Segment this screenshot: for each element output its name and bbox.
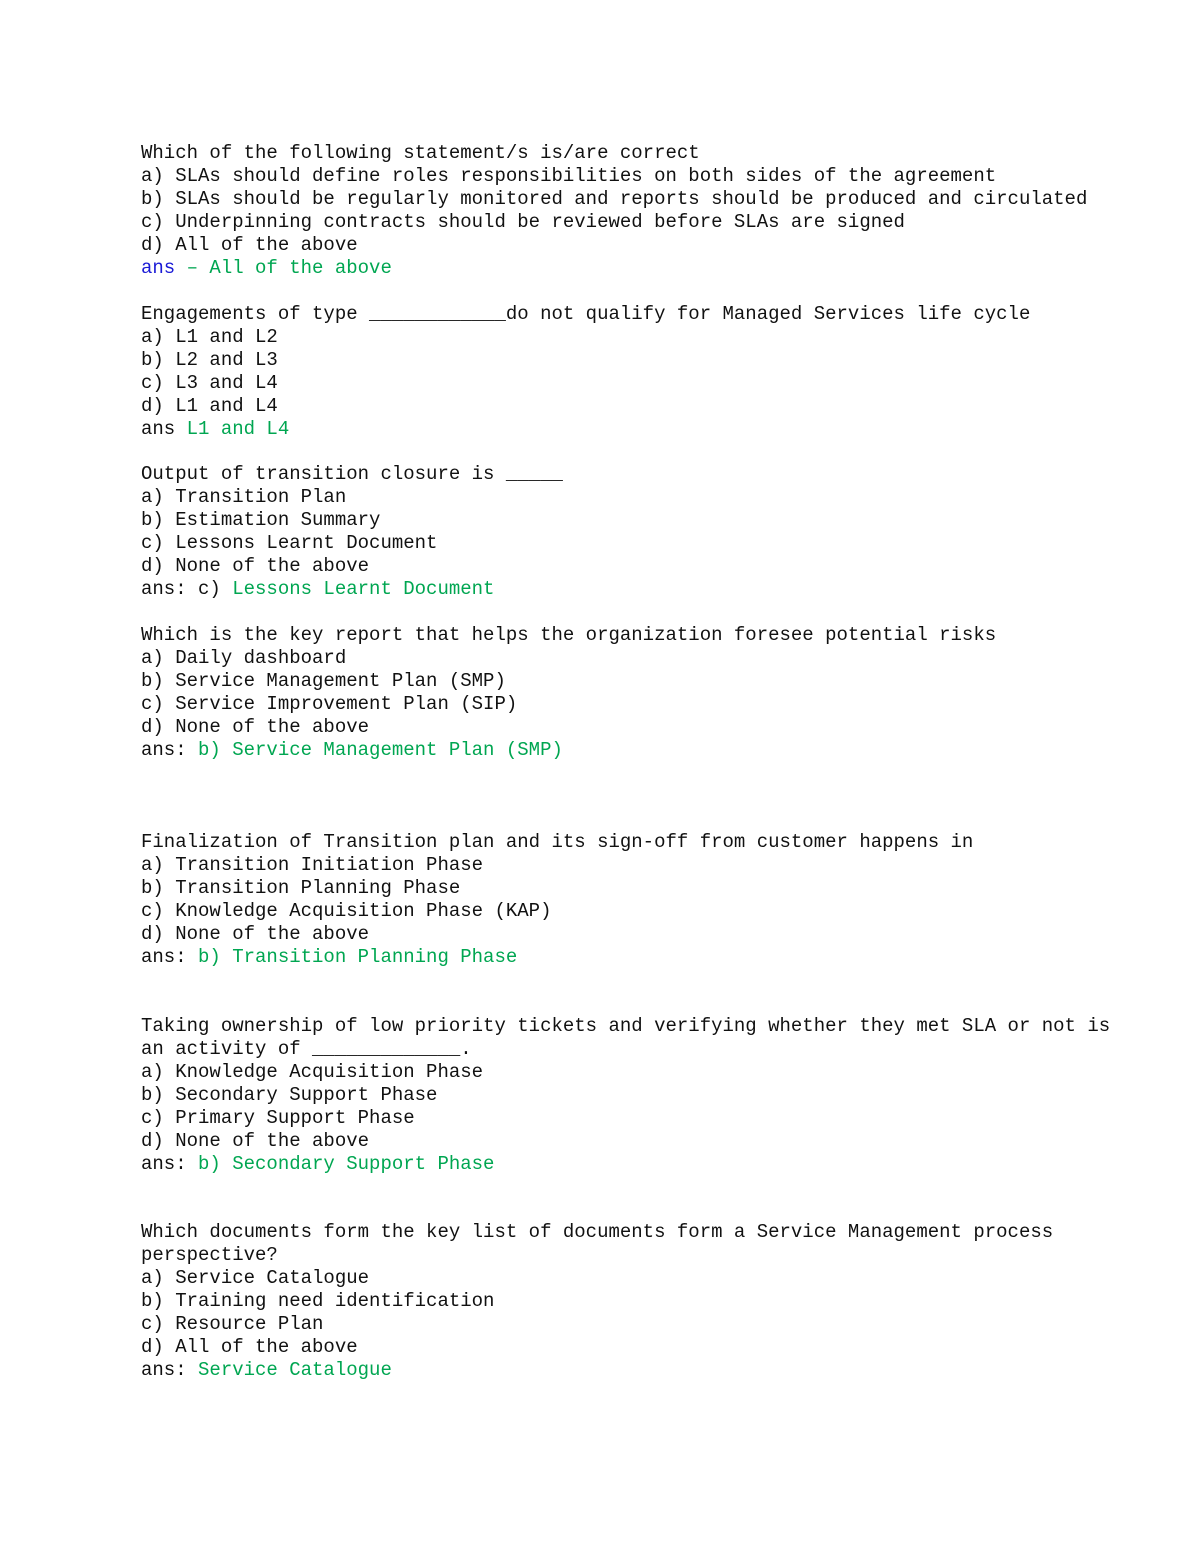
option-c: c) Resource Plan <box>141 1313 324 1335</box>
answer-label: ans <box>141 257 176 279</box>
answer-label: ans: <box>141 1153 199 1175</box>
answer-text: Service Catalogue <box>198 1359 392 1381</box>
option-c: c) L3 and L4 <box>141 372 278 394</box>
option-a: a) L1 and L2 <box>141 326 278 348</box>
answer-text: L1 and L4 <box>186 418 290 440</box>
option-a: a) Service Catalogue <box>141 1267 370 1289</box>
option-c: c) Primary Support Phase <box>141 1107 415 1129</box>
question-text-line-1: Taking ownership of low priority tickets and verifying whether they met SLA or not is <box>141 1015 1111 1037</box>
option-c: c) Knowledge Acquisition Phase (KAP) <box>141 900 552 922</box>
answer-line <box>141 1359 392 1382</box>
answer-label: ans <box>141 418 187 440</box>
question-text-line-2: perspective? <box>141 1244 278 1266</box>
option-d: d) None of the above <box>141 923 370 945</box>
option-b: b) L2 and L3 <box>141 349 278 371</box>
answer-label: ans: c) <box>141 578 233 600</box>
answer-line <box>141 257 392 280</box>
question-text: Engagements of type ____________do not qualify for Managed Services life cycle <box>141 303 1031 325</box>
option-b: b) Training need identification <box>141 1290 495 1312</box>
question-text: Which of the following statement/s is/are correct <box>141 142 700 164</box>
option-b: b) Estimation Summary <box>141 509 381 531</box>
answer-text: b) Transition Planning Phase <box>198 946 518 968</box>
option-d: d) None of the above <box>141 716 370 738</box>
answer-label: ans: <box>141 946 199 968</box>
answer-text: Lessons Learnt Document <box>232 578 495 600</box>
answer-line <box>141 418 289 441</box>
question-text-line-2: an activity of _____________. <box>141 1038 472 1060</box>
answer-line <box>141 578 494 601</box>
option-b: b) Secondary Support Phase <box>141 1084 438 1106</box>
option-d: d) All of the above <box>141 1336 358 1358</box>
answer-text: b) Service Management Plan (SMP) <box>198 739 563 761</box>
option-b: b) Transition Planning Phase <box>141 877 461 899</box>
option-a: a) Transition Plan <box>141 486 347 508</box>
answer-label: ans: <box>141 739 199 761</box>
answer-line <box>141 946 517 969</box>
option-c: c) Lessons Learnt Document <box>141 532 438 554</box>
question-text: Finalization of Transition plan and its sign-off from customer happens in <box>141 831 974 853</box>
option-a: a) Transition Initiation Phase <box>141 854 484 876</box>
answer-line <box>141 1153 494 1176</box>
option-d: d) None of the above <box>141 1130 370 1152</box>
option-a: a) Daily dashboard <box>141 647 347 669</box>
option-b: b) SLAs should be regularly monitored and reports should be produced and circulated <box>141 188 1088 210</box>
option-a: a) Knowledge Acquisition Phase <box>141 1061 484 1083</box>
answer-label: ans: <box>141 1359 199 1381</box>
option-b: b) Service Management Plan (SMP) <box>141 670 506 692</box>
question-text: Which is the key report that helps the organization foresee potential risks <box>141 624 997 646</box>
answer-text: b) Secondary Support Phase <box>198 1153 495 1175</box>
question-text: Output of transition closure is _____ <box>141 463 563 485</box>
option-d: d) None of the above <box>141 555 370 577</box>
question-text-line-1: Which documents form the key list of documents form a Service Management process <box>141 1221 1054 1243</box>
option-a: a) SLAs should define roles responsibilities on both sides of the agreement <box>141 165 997 187</box>
answer-line <box>141 739 563 762</box>
option-c: c) Service Improvement Plan (SIP) <box>141 693 518 715</box>
option-d: d) L1 and L4 <box>141 395 278 417</box>
option-d: d) All of the above <box>141 234 358 256</box>
option-c: c) Underpinning contracts should be reviewed before SLAs are signed <box>141 211 905 233</box>
answer-text: – All of the above <box>175 257 392 279</box>
